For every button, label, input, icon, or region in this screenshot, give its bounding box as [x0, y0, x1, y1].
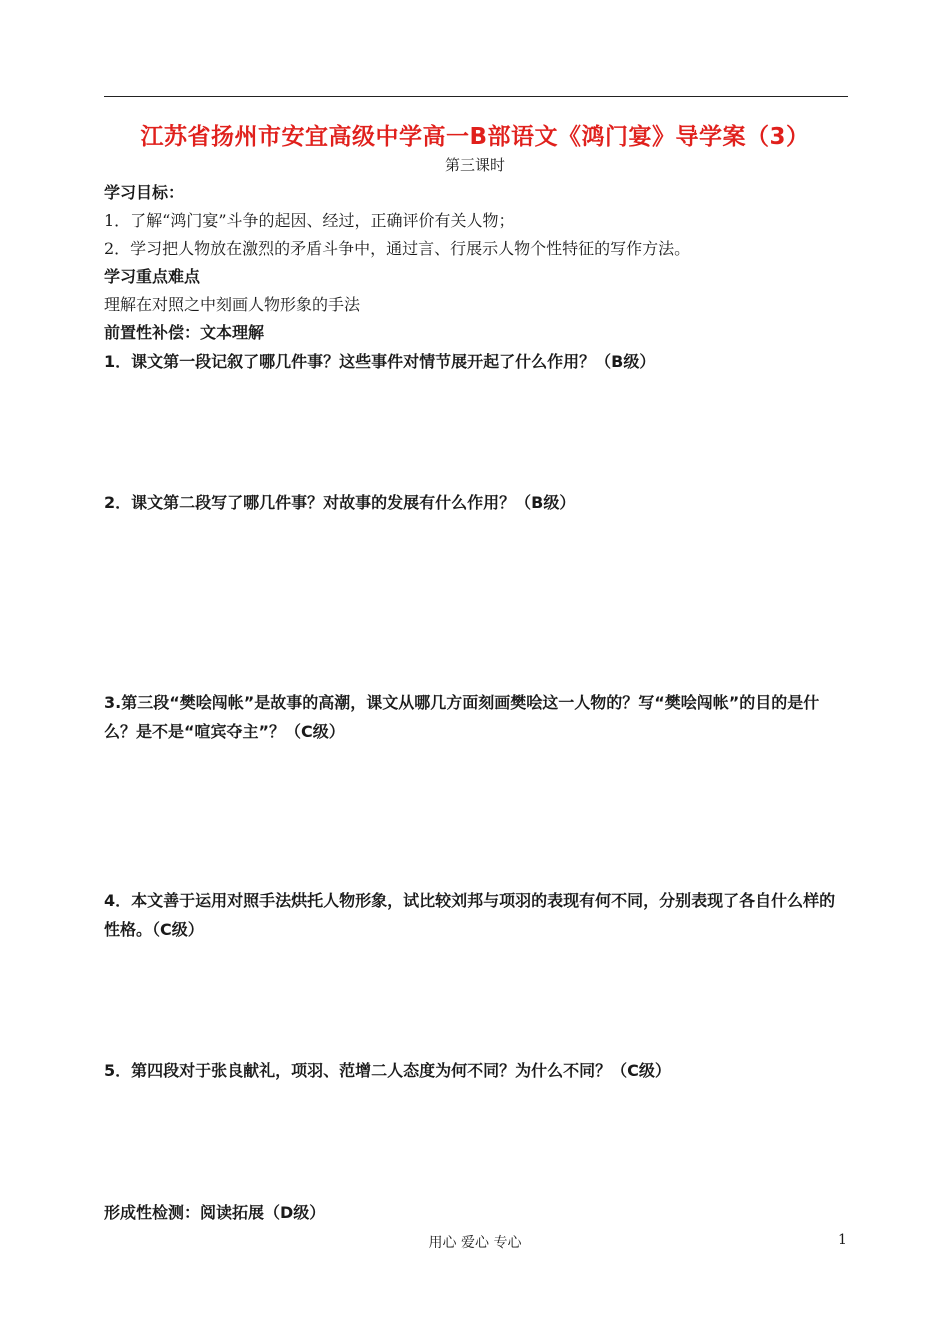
footer-motto: 用心 爱心 专心 [428, 1235, 522, 1251]
question-1: 1．课文第一段记叙了哪几件事？这些事件对情节展开起了什么作用？（B级） [104, 352, 656, 371]
header-rule [104, 96, 848, 97]
objective-item-1: 1．了解“鸿门宴”斗争的起因、经过，正确评价有关人物； [104, 211, 515, 230]
objectives-heading: 学习目标： [104, 183, 185, 202]
assessment-heading: 形成性检测：阅读拓展（D级） [104, 1203, 326, 1222]
key-points-heading: 学习重点难点 [104, 267, 201, 286]
page-number: 1 [838, 1232, 847, 1248]
objective-item-2: 2．学习把人物放在激烈的矛盾斗争中，通过言、行展示人物个性特征的写作方法。 [104, 239, 691, 258]
question-5: 5．第四段对于张良献礼，项羽、范增二人态度为何不同？为什么不同？（C级） [104, 1061, 671, 1080]
question-4: 4．本文善于运用对照手法烘托人物形象，试比较刘邦与项羽的表现有何不同，分别表现了各自什么样的性格。（C级） [104, 891, 836, 939]
lesson-subtitle: 第三课时 [444, 156, 505, 174]
document-title: 江苏省扬州市安宜高级中学高一B部语文《鸿门宴》导学案（3） [140, 124, 810, 150]
question-3: 3.第三段“樊哙闯帐”是故事的高潮，课文从哪几方面刻画樊哙这一人物的？写“樊哙闯帐”的目的是什么？是不是“喧宾夺主”？（C级） [104, 693, 820, 741]
question-2: 2．课文第二段写了哪几件事？对故事的发展有什么作用？（B级） [104, 493, 576, 512]
preview-heading: 前置性补偿：文本理解 [104, 323, 265, 342]
key-points-text: 理解在对照之中刻画人物形象的手法 [104, 295, 361, 314]
